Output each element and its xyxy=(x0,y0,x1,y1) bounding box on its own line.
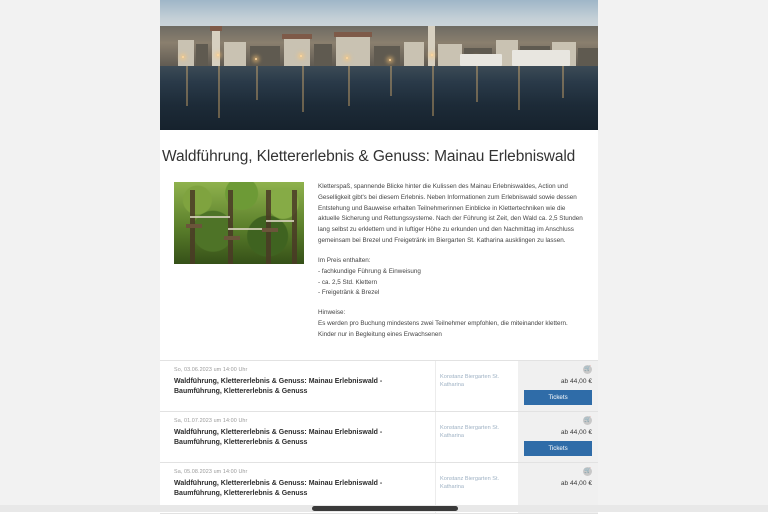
cart-icon[interactable]: 🛒 xyxy=(583,467,592,476)
page-title: Waldführung, Klettererlebnis & Genuss: Mainau Erlebniswald xyxy=(162,148,576,165)
note-heading: Hinweise: xyxy=(318,309,346,317)
event-venue: Konstanz Biergarten St. Katharina xyxy=(435,361,518,411)
description-text xyxy=(318,182,584,350)
scrollbar-thumb[interactable] xyxy=(312,506,458,511)
hero-boat-right xyxy=(512,50,570,66)
event-price-column xyxy=(518,361,598,411)
note-line-1: Es werden pro Buchung mindestens zwei Teilnehmer empfohlen, die miteinander klettern. xyxy=(318,320,568,328)
event-price-column xyxy=(518,412,598,462)
event-date: Sa, 05.08.2023 um 14:00 Uhr xyxy=(174,468,248,475)
cart-icon[interactable]: 🛒 xyxy=(583,365,592,374)
event-date: Sa, 01.07.2023 um 14:00 Uhr xyxy=(174,417,248,424)
note-line-2: Kinder nur in Begleitung eines Erwachsenen xyxy=(318,330,442,338)
hero-water xyxy=(160,66,598,130)
included-item-3: - Freigetränk & Brezel xyxy=(318,289,380,297)
event-name: Waldführung, Klettererlebnis & Genuss: Mainau Erlebniswald - Baumführung, Klettererlebnis & Genuss xyxy=(174,479,383,497)
event-date: So, 03.06.2023 um 14:00 Uhr xyxy=(174,366,248,373)
event-list xyxy=(160,360,598,514)
tickets-button[interactable]: Tickets xyxy=(524,390,592,405)
page-gutter-right xyxy=(598,0,768,512)
event-price: ab 44,00 € xyxy=(560,479,592,487)
horizontal-scrollbar[interactable] xyxy=(0,505,768,512)
event-thumbnail-image xyxy=(174,182,304,264)
description-section xyxy=(160,178,598,360)
included-item-2: - ca. 2,5 Std. Klettern xyxy=(318,278,378,286)
event-name: Waldführung, Klettererlebnis & Genuss: Mainau Erlebniswald - Baumführung, Klettererlebnis & Genuss xyxy=(174,428,383,446)
event-venue: Konstanz Biergarten St. Katharina xyxy=(435,463,518,513)
event-price: ab 44,00 € xyxy=(560,377,592,385)
page-content xyxy=(160,0,598,512)
event-name: Waldführung, Klettererlebnis & Genuss: Mainau Erlebniswald - Baumführung, Klettererlebnis & Genuss xyxy=(174,377,383,395)
event-price: ab 44,00 € xyxy=(560,428,592,436)
event-info xyxy=(160,412,435,462)
description-intro: Kletterspaß, spannende Blicke hinter die Kulissen des Mainau Erlebniswaldes, Action und Geselligkeit gibt's bei diesem Erlebnis. Neben Informationen zum Erlebniswald sowie dessen Entstehung und Bauweise erhalten Teilnehmerinnen Einblicke in Klettertechniken wie die aktuelle Sicherung und Rettungssysteme. Nach der Führung ist Zeit, den Wald ca. 2,5 Stunden lang selbst zu erklettern und in luftiger Höhe zu erkunden und den Nachmittag im Anschluss gemeinsam bei Brezel und Freigetränk im Biergarten St. Katharina ausklingen zu lassen. xyxy=(318,183,583,245)
included-item-1: - fachkundige Führung & Einweisung xyxy=(318,267,421,275)
page-title-wrap xyxy=(160,130,598,178)
table-row[interactable] xyxy=(160,361,598,412)
cart-icon[interactable]: 🛒 xyxy=(583,416,592,425)
hero-image xyxy=(160,0,598,130)
table-row[interactable] xyxy=(160,412,598,463)
page-gutter-left xyxy=(0,0,160,512)
included-heading: Im Preis enthalten: xyxy=(318,256,371,264)
event-info xyxy=(160,361,435,411)
tickets-button[interactable]: Tickets xyxy=(524,441,592,456)
hero-boat-left xyxy=(460,54,502,66)
event-venue: Konstanz Biergarten St. Katharina xyxy=(435,412,518,462)
